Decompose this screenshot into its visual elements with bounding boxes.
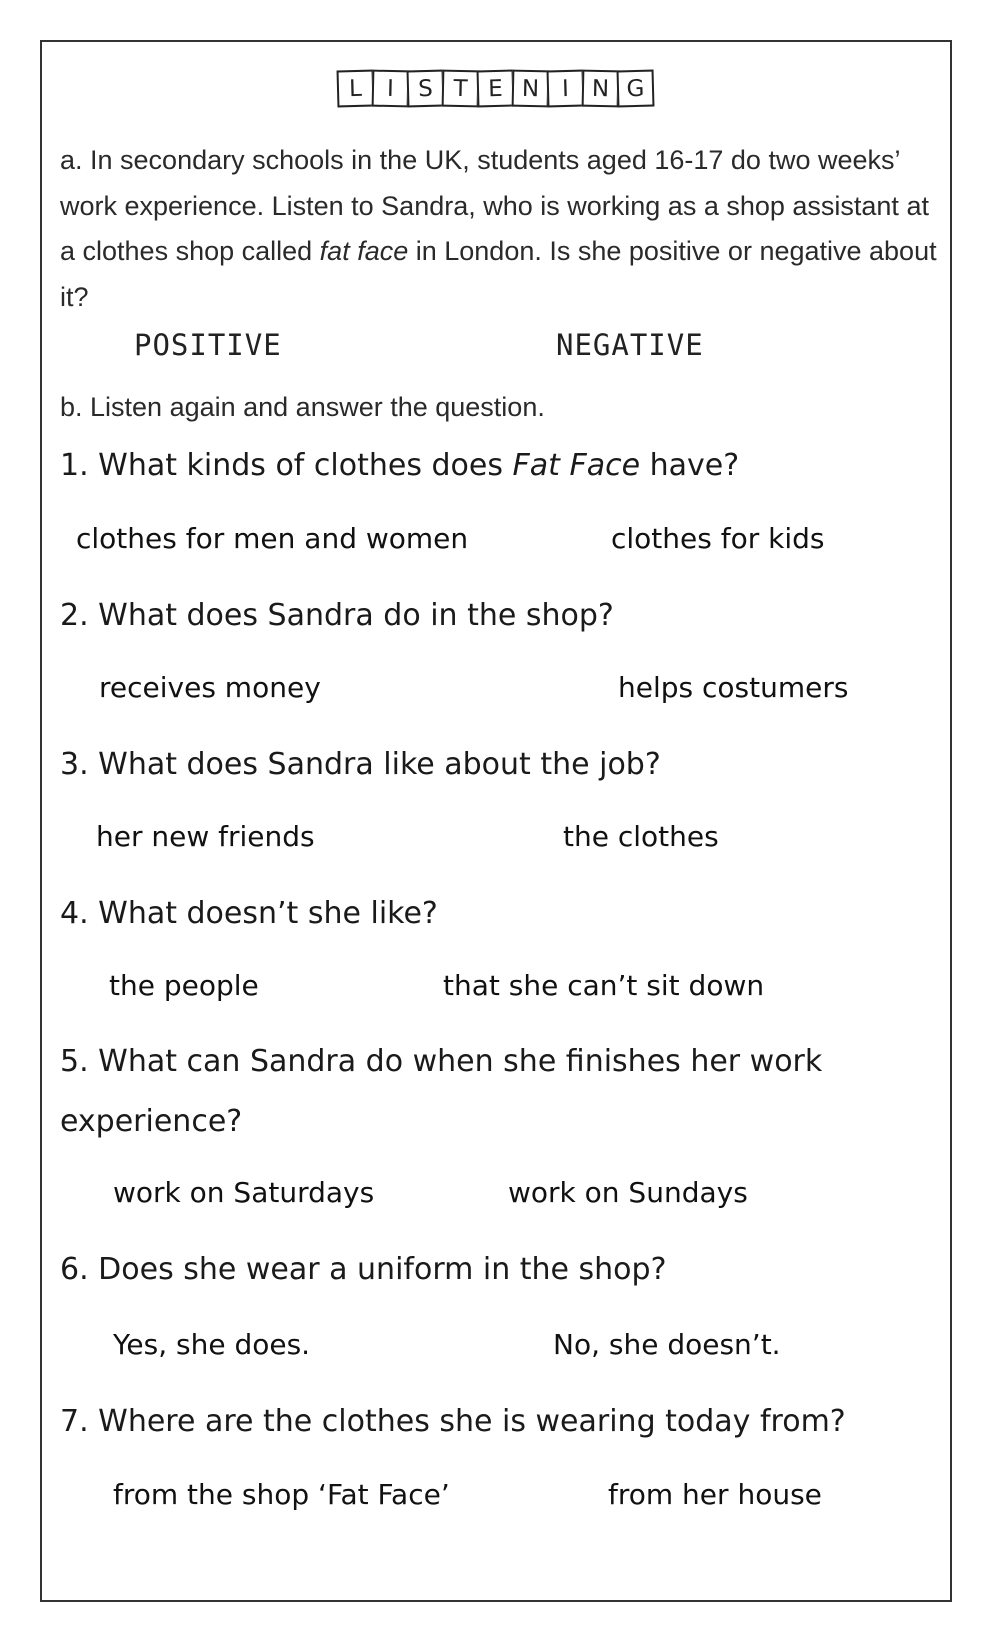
positive-choice[interactable]: POSITIVE (134, 328, 282, 362)
instruction: b. Listen again and answer the question. (60, 392, 545, 422)
question-6: 6. Does she wear a uniform in the shop? (60, 1252, 667, 1287)
title-letter: S (406, 70, 444, 108)
question-7: 7. Where are the clothes she is wearing today from? (60, 1404, 846, 1439)
title-letter: L (336, 70, 374, 108)
intro-text-before: a. In secondary schools in the UK, students aged 16-17 do two weeks’ work experience. Listen to Sandra, who is working as a shop assistant at a clothes shop called (60, 145, 929, 266)
question-4-option-a[interactable]: the people (109, 969, 259, 1002)
intro-shop-name: fat face (319, 236, 409, 266)
question-2-option-b[interactable]: helps costumers (618, 671, 849, 704)
question-1-italic: Fat Face (512, 448, 641, 483)
question-4: 4. What doesn’t she like? (60, 896, 438, 931)
question-2: 2. What does Sandra do in the shop? (60, 598, 614, 633)
question-1 (60, 436, 940, 496)
negative-choice[interactable]: NEGATIVE (556, 328, 704, 362)
intro-text-after: in London. Is she positive or negative about it? (60, 236, 937, 312)
worksheet (40, 40, 952, 1602)
question-1-option-b[interactable]: clothes for kids (611, 522, 825, 555)
question-5-option-a[interactable]: work on Saturdays (113, 1176, 375, 1209)
title-letter: I (371, 70, 409, 108)
question-5-option-b[interactable]: work on Sundays (508, 1176, 748, 1209)
question-4-option-b[interactable]: that she can’t sit down (443, 969, 765, 1002)
title-letter: E (476, 70, 514, 108)
listening-title (42, 70, 950, 107)
question-3: 3. What does Sandra like about the job? (60, 747, 661, 782)
question-2-option-a[interactable]: receives money (99, 671, 321, 704)
question-1-option-a[interactable]: clothes for men and women (76, 522, 469, 555)
title-letter: N (581, 70, 619, 108)
title-letter: I (546, 70, 584, 108)
question-6-option-a[interactable]: Yes, she does. (113, 1328, 311, 1361)
question-5: 5. What can Sandra do when she finishes her work experience? (60, 1044, 823, 1139)
title-letter: N (511, 70, 549, 108)
title-letter: T (441, 70, 479, 108)
question-1-text-after: have? (640, 448, 740, 483)
intro-paragraph (60, 138, 940, 320)
question-7-option-a[interactable]: from the shop ‘Fat Face’ (113, 1478, 450, 1511)
question-1-text-before: 1. What kinds of clothes does (60, 448, 513, 483)
question-3-option-b[interactable]: the clothes (563, 820, 719, 853)
question-3-option-a[interactable]: her new friends (96, 820, 315, 853)
title-letter: G (616, 70, 654, 108)
question-6-option-b[interactable]: No, she doesn’t. (553, 1328, 781, 1361)
question-7-option-b[interactable]: from her house (608, 1478, 822, 1511)
